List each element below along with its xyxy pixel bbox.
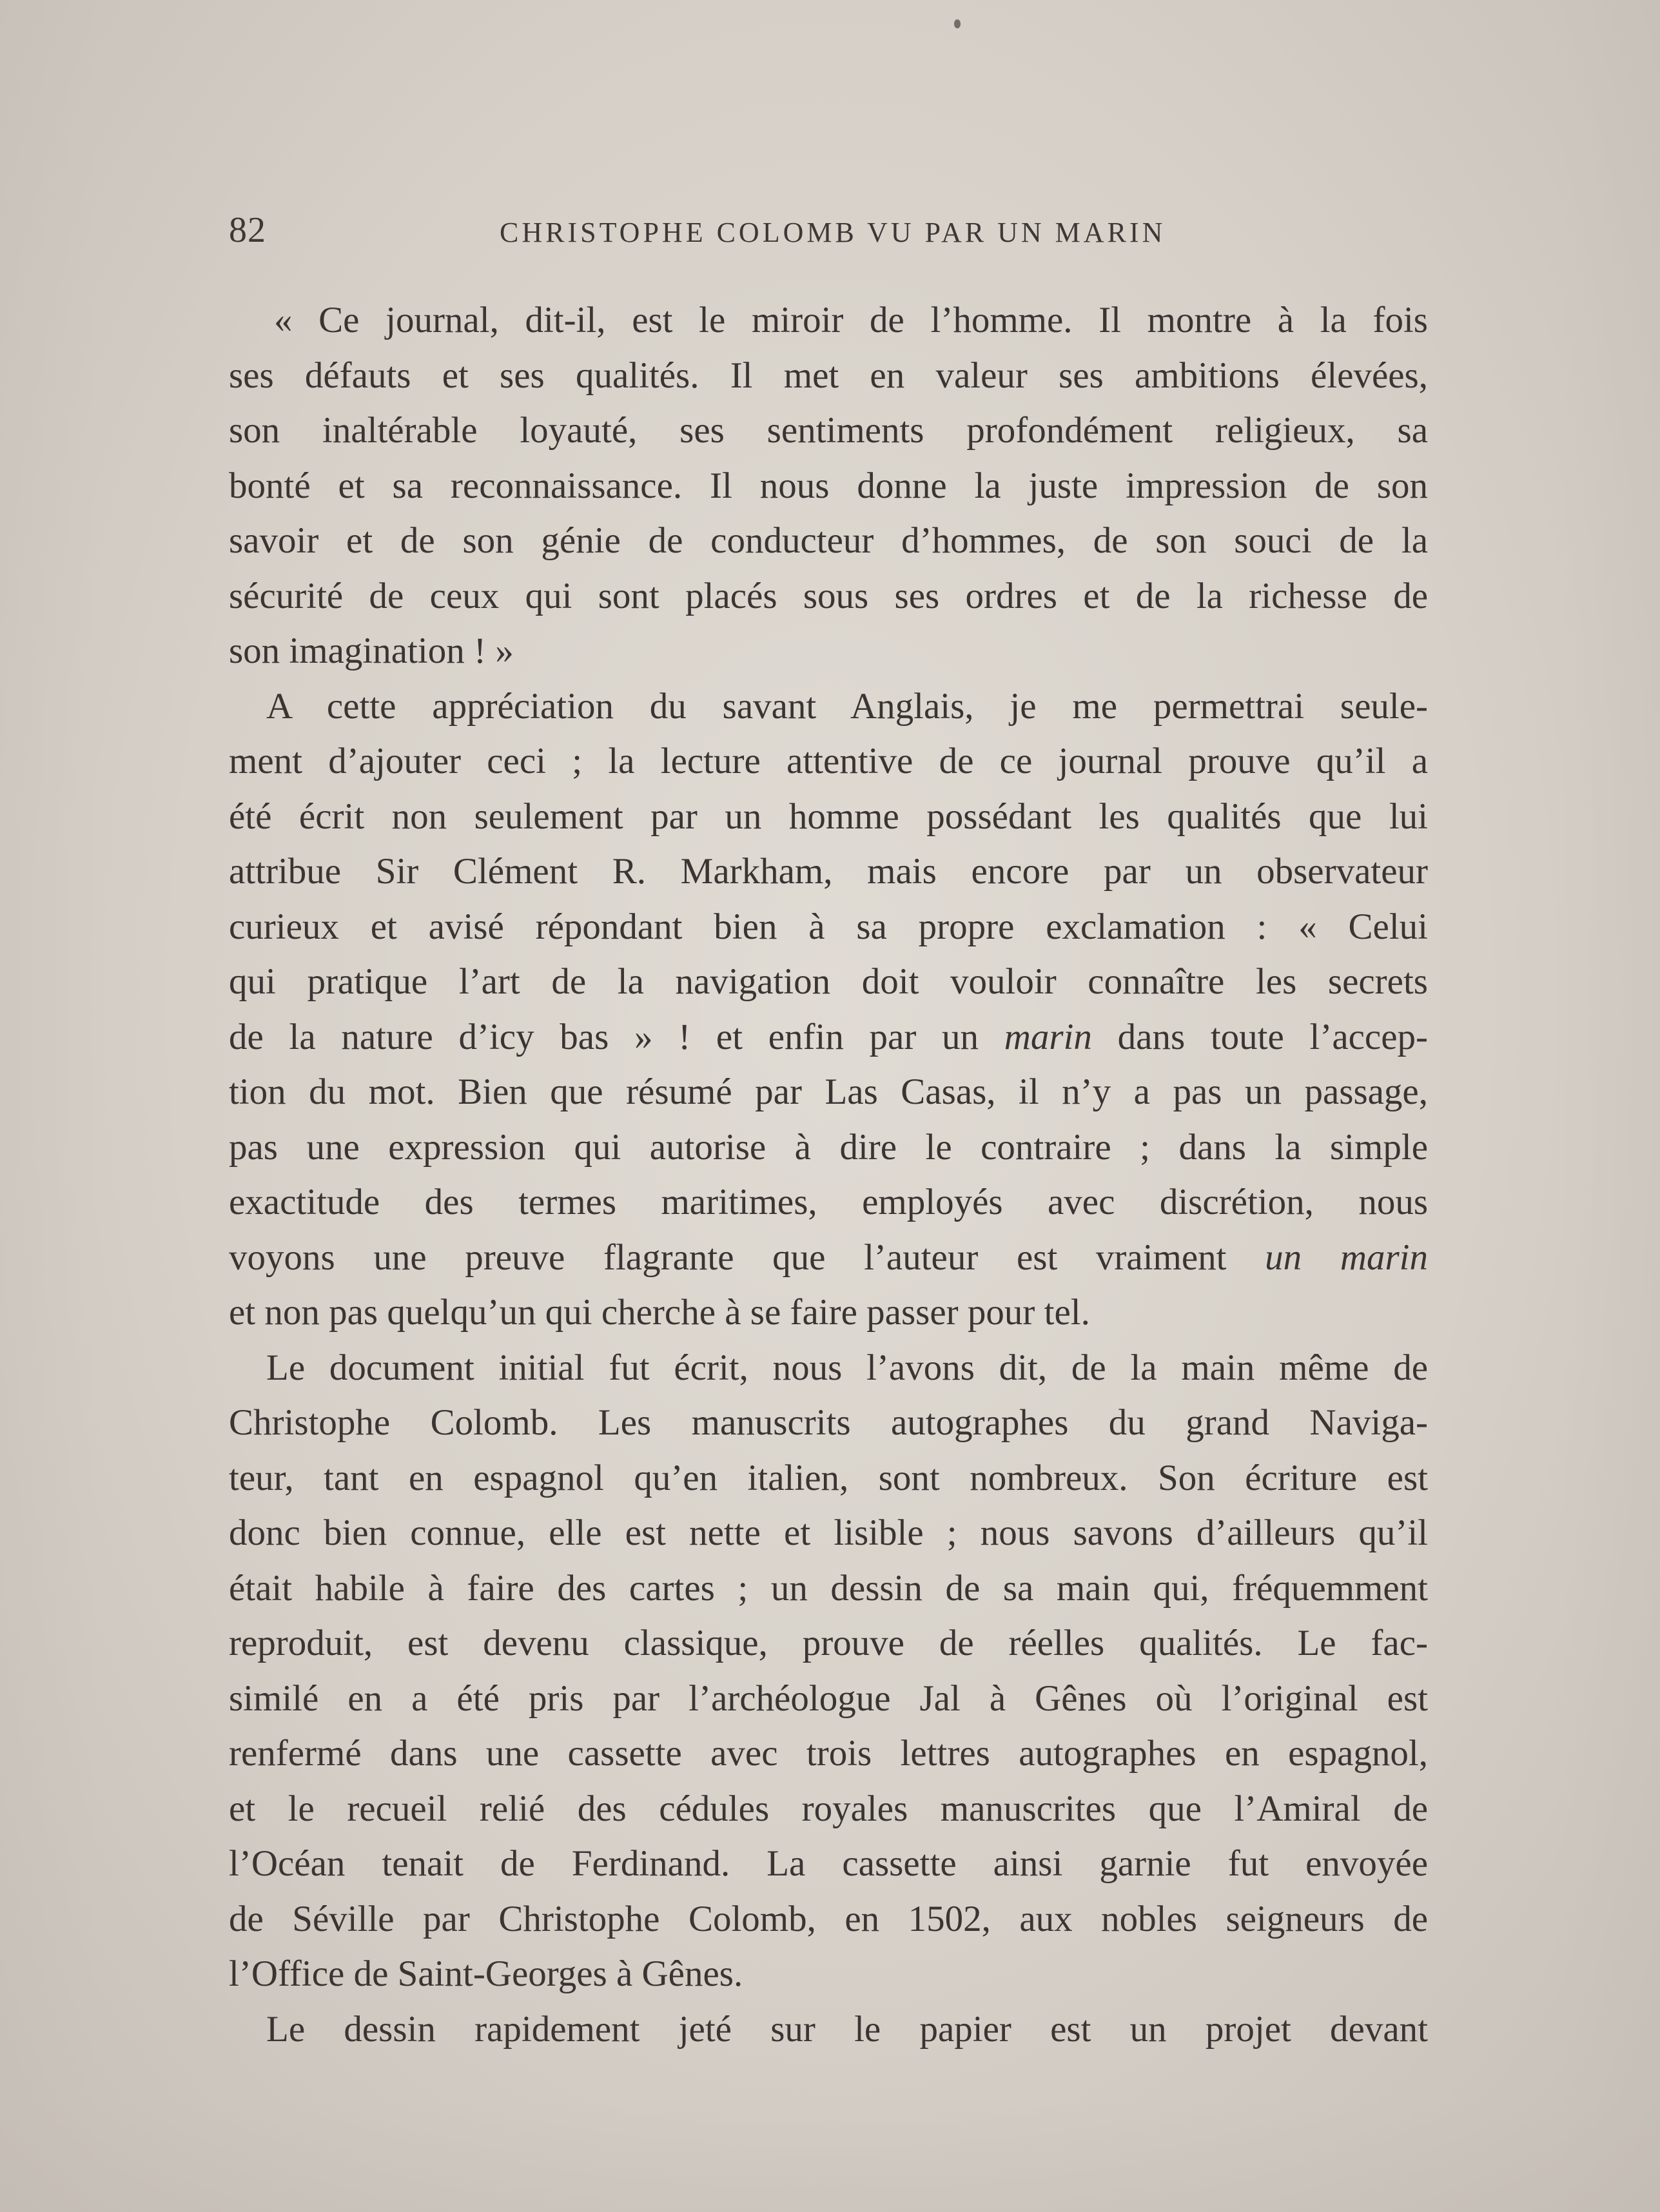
text-line: était habile à faire des cartes ; un dessin de sa main qui, fréquemment — [229, 1567, 1428, 1609]
text-line: « Ce journal, dit-il, est le miroir de l’homme. Il montre à la fois — [274, 300, 1428, 340]
page-number: 82 — [229, 210, 266, 250]
text-line: donc bien connue, elle est nette et lisible ; nous savons d’ailleurs qu’il — [229, 1512, 1428, 1553]
text-line: sécurité de ceux qui sont placés sous ses ordres et de la richesse de — [229, 575, 1428, 616]
text-line: l’Office de Saint-Georges à Gênes. — [229, 1953, 743, 1994]
text-line: savoir et de son génie de conducteur d’hommes, de son souci de la — [229, 520, 1428, 561]
text-line: Christophe Colomb. Les manuscrits autographes du grand Naviga- — [229, 1402, 1428, 1443]
text-line: été écrit non seulement par un homme possédant les qualités que lui — [229, 796, 1428, 837]
text-line: teur, tant en espagnol qu’en italien, sont nombreux. Son écriture est — [229, 1457, 1428, 1498]
paragraph-start-line: A cette appréciation du savant Anglais, je me permettrai seule- — [266, 685, 1428, 727]
text-line: bonté et sa reconnaissance. Il nous donne la juste impression de son — [229, 465, 1428, 506]
paragraph-start-line: Le dessin rapidement jeté sur le papier est un projet devant — [266, 2008, 1428, 2050]
text-line: tion du mot. Bien que résumé par Las Casas, il n’y a pas un passage, — [229, 1072, 1428, 1112]
text-line: pas une expression qui autorise à dire le contraire ; dans la simple — [229, 1126, 1428, 1168]
text-line: ment d’ajouter ceci ; la lecture attentive de ce journal prouve qu’il a — [229, 741, 1428, 781]
text-line: qui pratique l’art de la navigation doit vouloir connaître les secrets — [229, 961, 1428, 1002]
text-line: exactitude des termes maritimes, employés avec discrétion, nous — [229, 1182, 1428, 1222]
text-line: son inaltérable loyauté, ses sentiments profondément religieux, sa — [229, 410, 1428, 451]
text-line: reproduit, est devenu classique, prouve de réelles qualités. Le fac- — [229, 1623, 1428, 1663]
italic-word: un marin — [1265, 1237, 1428, 1278]
text-line: renfermé dans une cassette avec trois lettres autographes en espagnol, — [229, 1733, 1428, 1774]
text-line: attribue Sir Clément R. Markham, mais encore par un observateur — [229, 851, 1428, 892]
page-header — [229, 210, 1331, 261]
text-line: de Séville par Christophe Colomb, en 1502, aux nobles seigneurs de — [229, 1898, 1428, 1939]
text-line: ses défauts et ses qualités. Il met en valeur ses ambitions élevées, — [229, 355, 1428, 396]
text-line: curieux et avisé répondant bien à sa propre exclamation : « Celui — [229, 906, 1428, 947]
italic-word: marin — [1004, 1016, 1092, 1057]
text-line: l’Océan tenait de Ferdinand. La cassette ainsi garnie fut envoyée — [229, 1843, 1428, 1884]
running-title: CHRISTOPHE COLOMB VU PAR UN MARIN — [500, 217, 1166, 248]
paragraph-start-line: Le document initial fut écrit, nous l’avons dit, de la main même de — [266, 1347, 1428, 1388]
text-line: de la nature d’icy bas » ! et enfin par un marin dans toute l’accep- — [229, 1016, 1429, 1057]
ink-speck — [954, 19, 961, 28]
text-line: et le recueil relié des cédules royales manuscrites que l’Amiral de — [229, 1788, 1428, 1829]
text-line: similé en a été pris par l’archéologue Jal à Gênes où l’original est — [229, 1678, 1428, 1719]
body-text — [229, 293, 1428, 2057]
text-line: et non pas quelqu’un qui cherche à se faire passer pour tel. — [229, 1292, 1090, 1333]
text-line: son imagination ! » — [229, 631, 514, 671]
text-line: voyons une preuve flagrante que l’auteur est vraiment un marin — [229, 1237, 1428, 1278]
